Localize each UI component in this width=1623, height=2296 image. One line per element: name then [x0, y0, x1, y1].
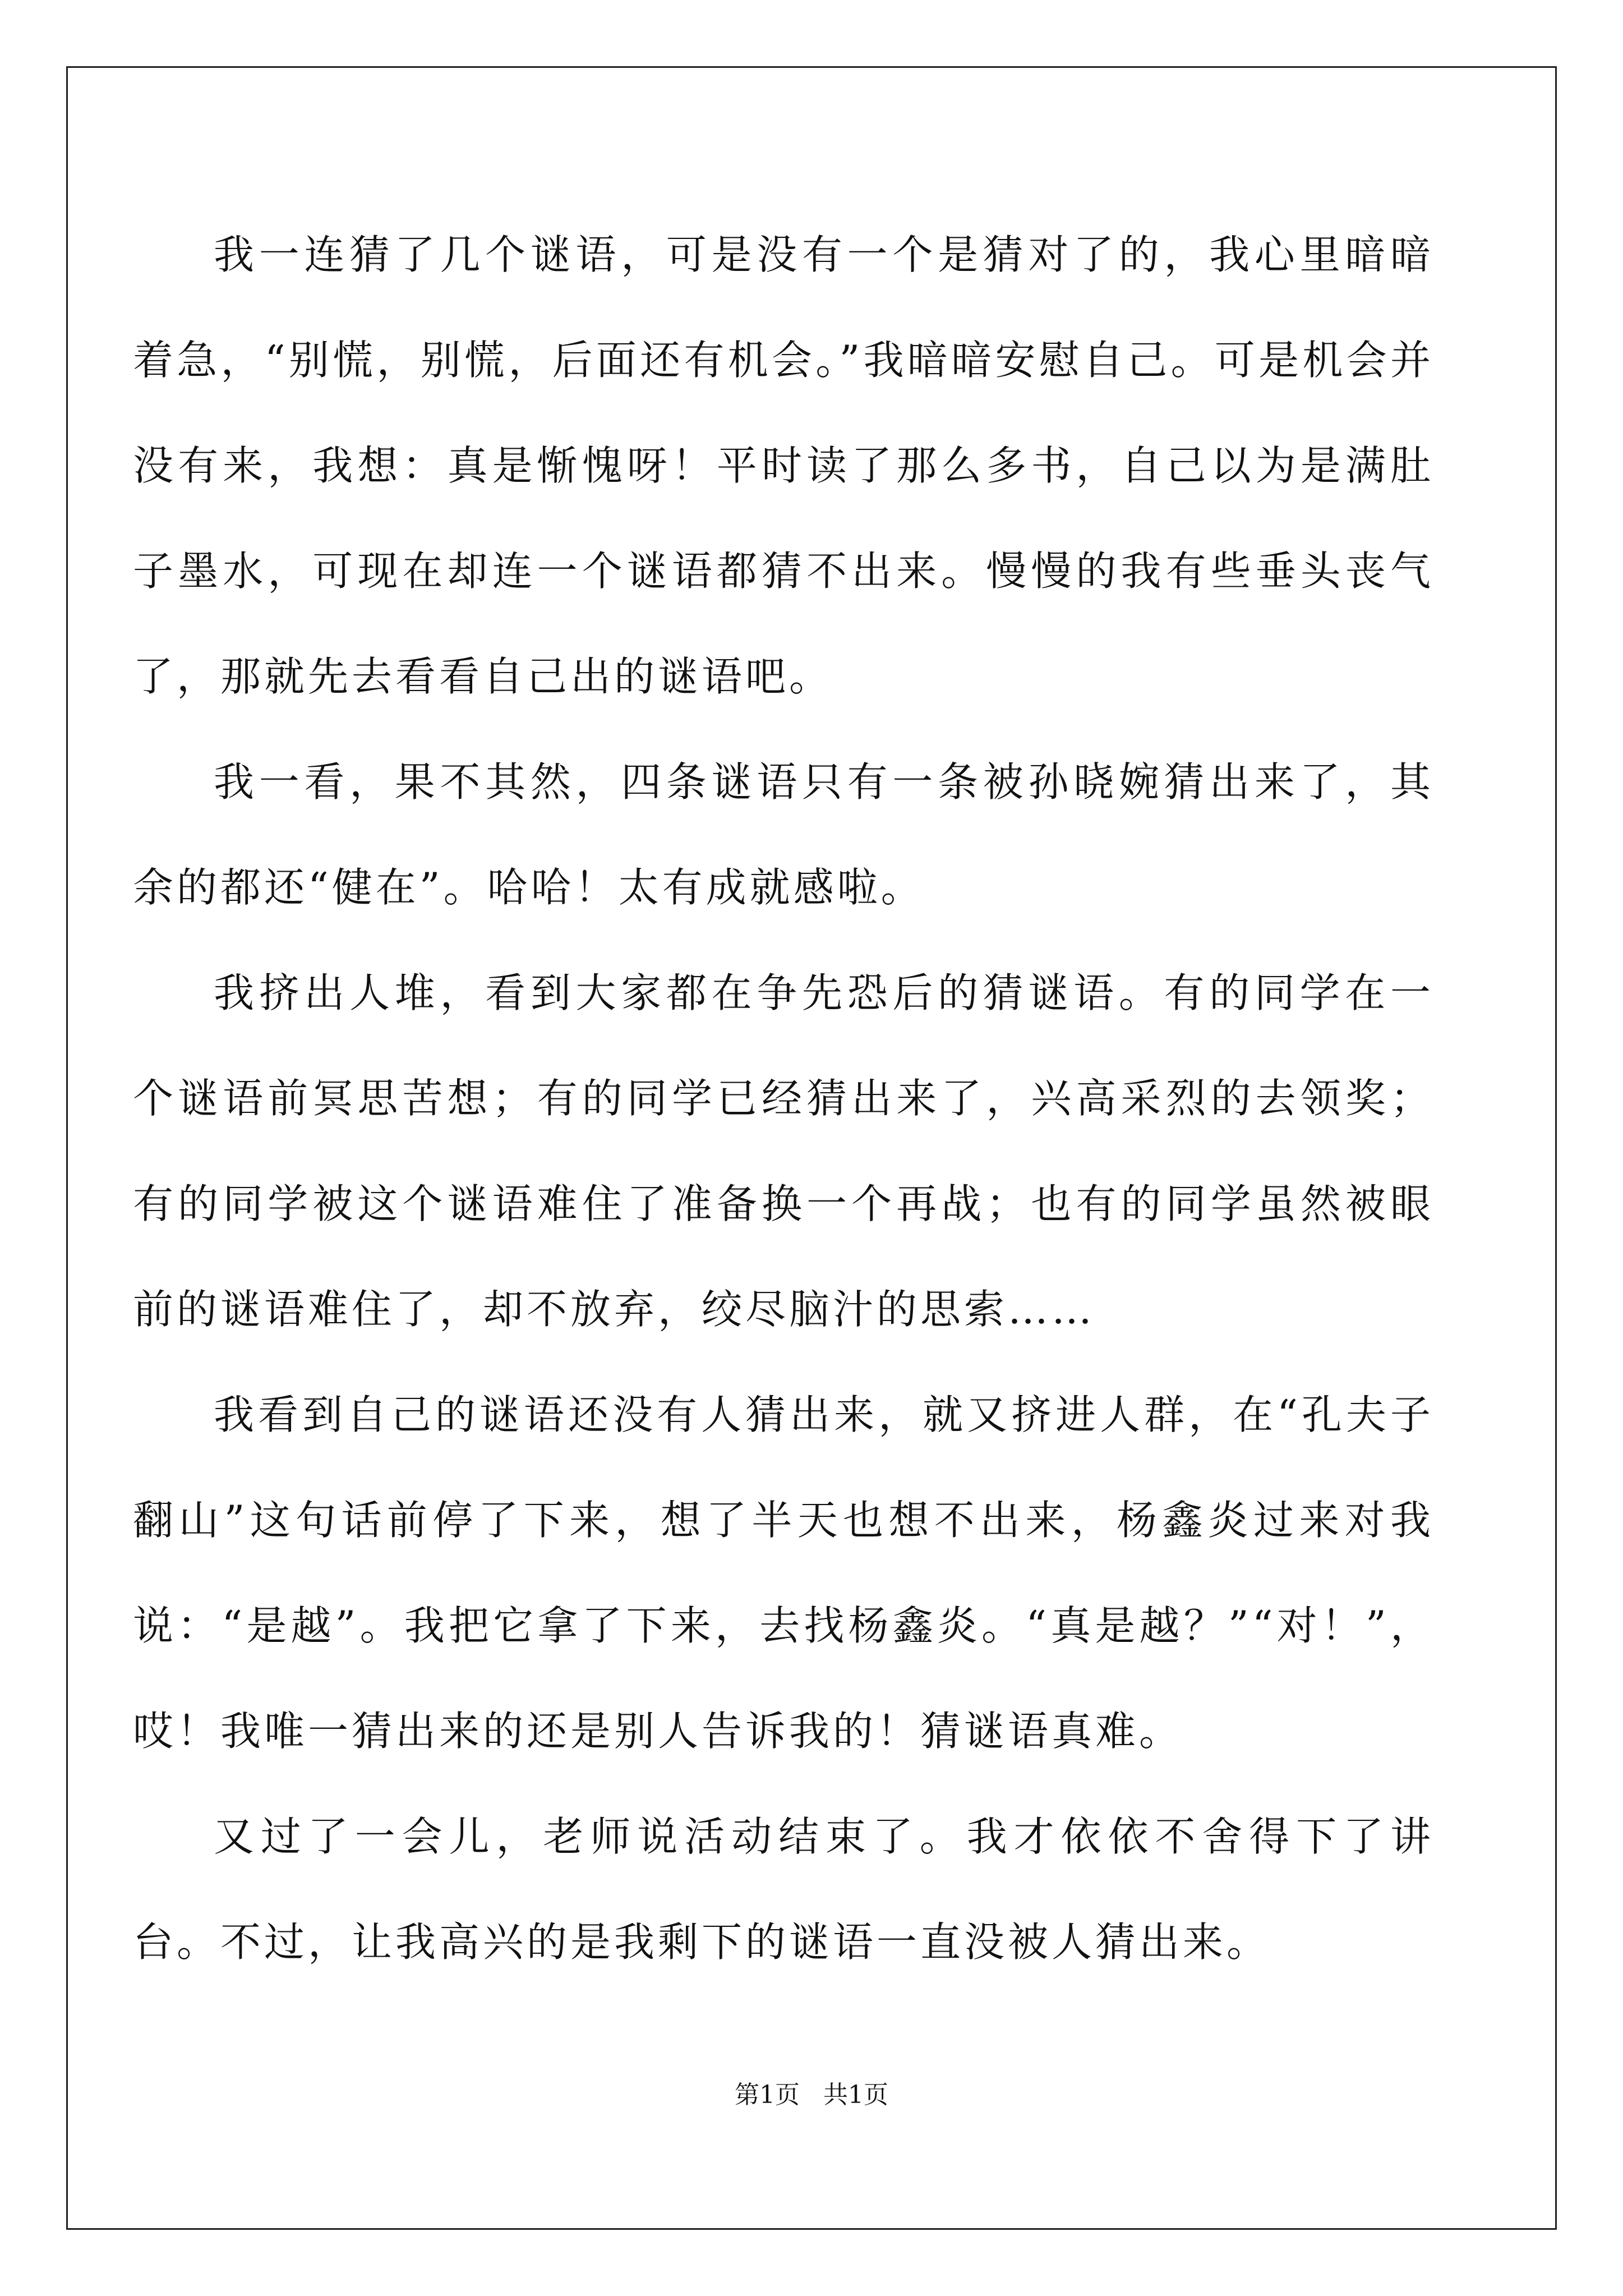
- paragraph-5: 又过了一会儿，老师说活动结束了。我才依依不舍得下了讲台。不过，让我高兴的是我剩下的谜语一直没被人猜出来。: [133, 1813, 1434, 1966]
- page-total: 共1页: [823, 2081, 888, 2109]
- paragraph-3: 我挤出人堆，看到大家都在争先恐后的猜谜语。有的同学在一个谜语前冥思苦想；有的同学已经猜出来了，兴高采烈的去领奖；有的同学被这个谜语难住了准备换一个再战；也有的同学虽然被眼前的谜语难住了，却不放弃，绞尽脑汁的思索……: [133, 969, 1434, 1333]
- paragraph-1: 我一连猜了几个谜语，可是没有一个是猜对了的，我心里暗暗着急，“别慌，别慌，后面还有机会。”我暗暗安慰自己。可是机会并没有来，我想：真是惭愧呀！平时读了那么多书，自己以为是满肚子墨水，可现在却连一个谜语都猜不出来。慢慢的我有些垂头丧气了，那就先去看看自己出的谜语吧。: [133, 231, 1434, 700]
- paragraph-2: 我一看，果不其然，四条谜语只有一条被孙晓婉猜出来了，其余的都还“健在”。哈哈！太有成就感啦。: [133, 758, 1434, 911]
- document-body: [133, 202, 1434, 1995]
- page-number: 第1页: [735, 2081, 800, 2109]
- page-footer: [0, 2078, 1623, 2112]
- paragraph-4: 我看到自己的谜语还没有人猜出来，就又挤进人群，在“孔夫子翻山”这句话前停了下来，想了半天也想不出来，杨鑫炎过来对我说：“是越”。我把它拿了下来，去找杨鑫炎。“真是越？”“对！”，哎！我唯一猜出来的还是别人告诉我的！猜谜语真难。: [133, 1391, 1434, 1755]
